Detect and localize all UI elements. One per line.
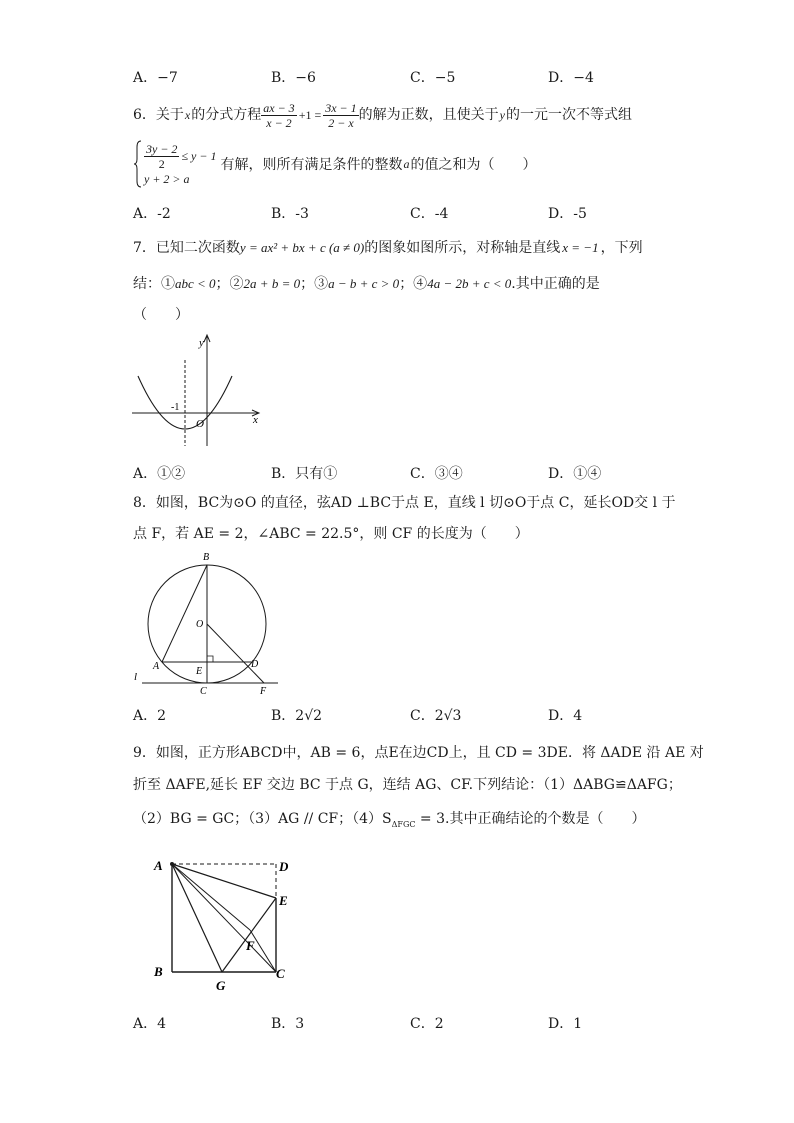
q8-label-l: l: [134, 671, 138, 683]
q9-label-c: C: [276, 966, 285, 981]
q9-label-d: D: [279, 859, 289, 874]
q6-text3: 的一元一次不等式组: [506, 107, 632, 123]
q5-option-d: D．−4: [548, 70, 594, 86]
q7-sep3: ；④: [399, 276, 428, 292]
q5-option-a: A．−7: [133, 70, 178, 86]
q7-line2-a: 结：①: [133, 276, 175, 292]
q8-option-d: D．4: [548, 708, 583, 724]
q7-sep2: ；③: [300, 276, 329, 292]
q7-formula: y = ax² + bx + c (a ≠ 0): [239, 240, 365, 255]
q7-option-d: D．①④: [548, 466, 602, 482]
q8-segment-of: [207, 624, 264, 683]
q9-option-a: A．4: [133, 1016, 167, 1032]
q6-var-a: a: [403, 156, 410, 171]
q9-segment-ae: [172, 864, 276, 898]
q7-option-b: B．只有①: [271, 466, 338, 482]
q8-right-angle-mark: [207, 656, 213, 662]
q6-prefix: 6．关于: [133, 107, 184, 123]
q6-ineq1: [144, 142, 216, 171]
q7-conclusion-2: 2a + b = 0: [243, 276, 301, 291]
q7-conclusion-4: 4a − 2b + c < 0: [427, 276, 512, 291]
q7-label-x: x: [253, 414, 258, 426]
q9-label-g: G: [216, 978, 226, 993]
q9-option-d: D．1: [548, 1016, 583, 1032]
q9-line3-sub: ΔFGC: [391, 819, 416, 829]
q6-option-a: A．-2: [133, 206, 171, 222]
q7-line2-b: .其中正确的是: [511, 276, 600, 292]
q9-option-b: B．3: [271, 1016, 305, 1032]
q8-label-o: O: [196, 619, 204, 630]
q6-plus1: +1 =: [298, 108, 322, 122]
q6-option-b: B．-3: [271, 206, 309, 222]
q9-line3-end: = 3.其中正确结论的个数是（ ）: [415, 811, 646, 827]
q6-var-y: y: [499, 108, 505, 122]
q9-label-a: A: [154, 858, 163, 873]
q9-stem-line1: 9．如图，正方形ABCD中，AB = 6，点E在边CD上，且 CD = 3DE．将 ΔADE 沿 AE 对: [133, 745, 704, 761]
q7-answer-paren: （ ）: [133, 307, 189, 323]
q8-option-a: A．2: [133, 708, 167, 724]
q8-stem-line2: 点 F，若 AE = 2，∠ABC = 22.5°，则 CF 的长度为（ ）: [133, 526, 529, 542]
q6-lhs-num: ax − 3: [263, 100, 295, 115]
q6-lhs-fraction: [261, 101, 296, 130]
q6-lhs-den: x − 2: [266, 115, 292, 130]
q7-option-c: C．③④: [410, 466, 463, 482]
q6-ineq1-rhs: ≤ y − 1: [181, 148, 217, 163]
q8-label-b: B: [203, 552, 210, 563]
q8-circle-figure: [130, 548, 290, 698]
q6-ineq-lines: [144, 142, 216, 187]
q8-option-c: C．2√3: [410, 708, 462, 724]
q8-stem-line1: 8．如图，BC为⊙O 的直径，弦AD ⊥BC于点 E，直线 l 切⊙O于点 C，延长OD交 l 于: [133, 495, 676, 511]
q9-segment-af: [172, 864, 250, 930]
q9-label-f: F: [246, 938, 255, 953]
q7-stem-line1: [133, 238, 643, 258]
q8-label-f: F: [260, 686, 267, 697]
q8-option-b: B．2√2: [271, 708, 323, 724]
q7-sep1: ；②: [215, 276, 244, 292]
q6-var-x: x: [184, 108, 191, 122]
q9-stem-line3: [133, 809, 645, 835]
q8-label-a: A: [153, 661, 160, 672]
q8-label-c: C: [200, 686, 207, 697]
q7-label-neg1: -1: [171, 402, 180, 413]
q6-stem-line1: [133, 98, 632, 132]
q9-point-a: [170, 862, 174, 866]
q9-segment-ac: [172, 864, 276, 972]
q7-conclusion-3: a − b + c > 0: [328, 276, 400, 291]
q6-text5: 的值之和为（ ）: [410, 157, 537, 173]
q9-square-figure: [148, 850, 308, 1000]
q6-ineq1-den: 2: [158, 156, 165, 171]
q9-segment-ag: [172, 864, 222, 972]
q6-brace: [133, 139, 143, 189]
q7-axis-eq: x = −1: [562, 240, 599, 255]
q7-text3: ，下列: [600, 240, 643, 256]
q6-ineq1-num: 3y − 2: [146, 141, 178, 156]
q9-stem-line2: 折至 ΔAFE,延长 EF 交边 BC 于点 G，连结 AG、CF.下列结论：（1）ΔABG≌ΔAFG；: [133, 777, 682, 793]
q6-rhs-den: 2 − x: [328, 115, 354, 130]
q7-conclusion-1: abc < 0: [175, 276, 216, 291]
q9-line3-main: （2）BG = GC；（3）AG // CF；（4）S: [133, 811, 392, 827]
q9-segment-eg: [222, 898, 276, 972]
q7-option-a: A．①②: [133, 466, 186, 482]
q6-ineq2: y + 2 > a: [144, 171, 190, 186]
q6-rhs-num: 3x − 1: [325, 100, 357, 115]
q5-option-b: B．−6: [271, 70, 316, 86]
q6-ineq1-fraction: [144, 142, 179, 171]
q6-text2: 的解为正数，且使关于: [358, 107, 499, 123]
q6-option-c: C．-4: [410, 206, 449, 222]
q8-label-d: D: [251, 659, 259, 670]
q7-label-origin: O: [196, 418, 204, 430]
q7-parabola-figure: [130, 330, 270, 450]
q6-text1: 的分式方程: [191, 107, 262, 123]
q6-rhs-fraction: [323, 101, 358, 130]
q6-inequality-system: [133, 138, 536, 190]
q5-option-c: C．−5: [410, 70, 456, 86]
q8-label-e: E: [196, 666, 203, 677]
q7-text2: 的图象如图所示，对称轴是直线: [364, 240, 561, 256]
q7-label-y: y: [199, 337, 204, 349]
q9-label-e: E: [279, 893, 288, 908]
q7-stem-line2: [133, 274, 600, 294]
q6-text4: 有解，则所有满足条件的整数: [220, 157, 403, 173]
q9-option-c: C．2: [410, 1016, 444, 1032]
q9-label-b: B: [154, 964, 163, 979]
q6-option-d: D．-5: [548, 206, 587, 222]
q7-text1: 7．已知二次函数: [133, 240, 240, 256]
